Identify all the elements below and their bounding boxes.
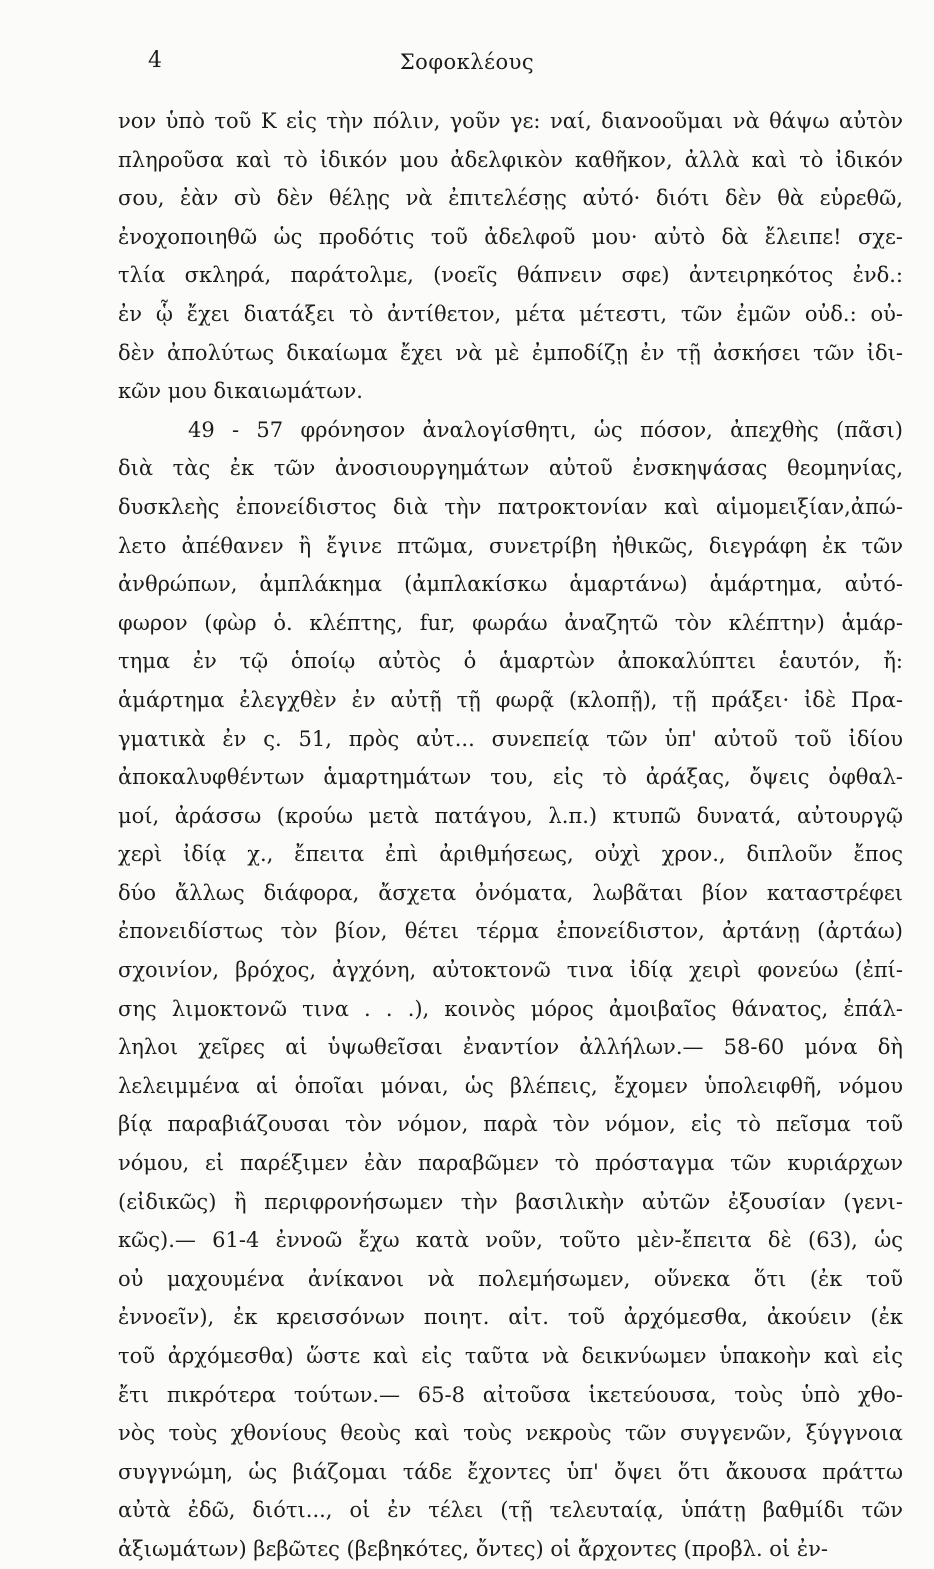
- text-line: ἐν ᾧ ἔχει διατάξει τὸ ἀντίθετον, μέτα μέτεστι, τῶν ἐμῶν οὐδ.: οὐ-: [118, 301, 903, 326]
- text-line: λετο ἀπέθανεν ἢ ἔγινε πτῶμα, συνετρίβη ἠθικῶς, διεγράφη ἐκ τῶν: [118, 533, 903, 558]
- text-line: σχοινίον, βρόχος, ἀγχόνη, αὐτοκτονῶ τινα ἰδίᾳ χειρὶ φονεύω (ἐπί-: [118, 958, 903, 983]
- text-line: συγγνώμη, ὡς βιάζομαι τάδε ἔχοντες ὑπ' ὄψει ὅτι ἄκουσα πράττω: [118, 1459, 903, 1484]
- text-line: ἀνθρώπων, ἀμπλάκημα (ἀμπλακίσκω ἁμαρτάνω) ἁμάρτημα, αὐτό-: [118, 572, 903, 597]
- text-line: σης λιμοκτονῶ τινα . . .), κοινὸς μόρος ἀμοιβαῖος θάνατος, ἐπάλ-: [118, 996, 903, 1021]
- text-line: ἀποκαλυφθέντων ἁμαρτημάτων του, εἰς τὸ ἀράξας, ὄψεις ὀφθαλ-: [118, 765, 903, 790]
- text-line: σου, ἐὰν σὺ δὲν θέλῃς νὰ ἐπιτελέσῃς αὐτό· διότι δὲν θὰ εὑρεθῶ,: [118, 186, 903, 211]
- text-line: νον ὑπὸ τοῦ Κ εἰς τὴν πόλιν, γοῦν γε: ναί, διανοοῦμαι νὰ θάψω αὐτὸν: [118, 109, 903, 133]
- text-line: τημα ἐν τῷ ὁποίῳ αὐτὸς ὁ ἁμαρτὼν ἀποκαλύπτει ἑαυτόν, ἤ:: [118, 649, 903, 674]
- text-line: δὲν ἀπολύτως δικαίωμα ἔχει νὰ μὲ ἐμποδίζῃ ἐν τῇ ἀσκήσει τῶν ἰδι-: [118, 340, 903, 365]
- text-line: χερὶ ἰδίᾳ χ., ἔπειτα ἐπὶ ἀριθμήσεως, οὐχὶ χρον., διπλοῦν ἔπος: [118, 842, 903, 867]
- text-line: βίᾳ παραβιάζουσαι τὸν νόμον, παρὰ τὸν νόμον, εἰς τὸ πεῖσμα τοῦ: [118, 1112, 903, 1137]
- text-line: ἐννοεῖν), ἐκ κρεισσόνων ποιητ. αἰτ. τοῦ ἀρχόμεσθα, ἀκούειν (ἐκ: [118, 1305, 903, 1330]
- text-line: γματικὰ ἐν ς. 51, πρὸς αὐτ... συνεπείᾳ τῶν ὑπ' αὐτοῦ τοῦ ἰδίου: [118, 726, 903, 751]
- text-line: δυσκλεὴς ἐπονείδιστος διὰ τὴν πατροκτονίαν καὶ αἱμομειξίαν,ἀπώ-: [118, 494, 903, 519]
- page-number: 4: [148, 48, 162, 73]
- commentary-text: [118, 102, 903, 1569]
- text-line: διὰ τὰς ἐκ τῶν ἀνοσιουργημάτων αὐτοῦ ἐνσκηψάσας θεομηνίας,: [118, 456, 903, 481]
- text-line: ἐπονειδίστως τὸν βίον, θέτει τέρμα ἐπονείδιστον, ἀρτάνῃ (ἀρτάω): [118, 919, 903, 944]
- text-line: φωρον (φὼρ ὁ. κλέπτης, fur, φωράω ἀναζητῶ τὸν κλέπτην) ἁμάρ-: [118, 610, 903, 635]
- text-line: ἀξιωμάτων) βεβῶτες (βεβηκότες, ὄντες) οἱ ἄρχοντες (προβλ. οἱ ἐν-: [118, 1536, 828, 1561]
- running-title: Σοφοκλέους: [399, 50, 535, 74]
- text-line: δύο ἄλλως διάφορα, ἄσχετα ὀνόματα, λωβᾶται βίον καταστρέφει: [118, 880, 903, 905]
- text-line: 49 - 57 φρόνησον ἀναλογίσθητι, ὡς πόσον, ἀπεχθὴς (πᾶσι): [188, 417, 903, 442]
- text-line: μοί, ἀράσσω (κρούω μετὰ πατάγου, λ.π.) κτυπῶ δυνατά, αὐτουργῷ: [118, 803, 903, 828]
- text-line: (εἰδικῶς) ἢ περιφρονήσωμεν τὴν βασιλικὴν αὐτῶν ἐξουσίαν (γενι-: [118, 1189, 903, 1214]
- text-line: ἔτι πικρότερα τούτων.— 65-8 αἰτοῦσα ἱκετεύουσα, τοὺς ὑπὸ χθο-: [118, 1382, 903, 1407]
- text-line: νόμου, εἰ παρέξιμεν ἐὰν παραβῶμεν τὸ πρόσταγμα τῶν κυριάρχων: [118, 1151, 903, 1176]
- text-line: οὐ μαχουμένα ἀνίκανοι νὰ πολεμήσωμεν, οὕνεκα ὅτι (ἐκ τοῦ: [118, 1266, 903, 1291]
- text-line: αὐτὰ ἐδῶ, διότι..., οἱ ἐν τέλει (τῇ τελευταίᾳ, ὑπάτῃ βαθμίδι τῶν: [118, 1498, 903, 1523]
- text-line: τοῦ ἀρχόμεσθα) ὥστε καὶ εἰς ταῦτα νὰ δεικνύωμεν ὑπακοὴν καὶ εἰς: [118, 1344, 903, 1368]
- text-line: τλία σκληρά, παράτολμε, (νοεῖς θάπνειν σφε) ἀντειρηκότος ἐνδ.:: [118, 263, 903, 288]
- text-line: λελειμμένα αἱ ὁποῖαι μόναι, ὡς βλέπεις, ἔχομεν ὑπολειφθῆ, νόμου: [118, 1073, 903, 1098]
- text-line: ἁμάρτημα ἐλεγχθὲν ἐν αὐτῇ τῇ φωρᾷ (κλοπῇ), τῇ πράξει· ἰδὲ Πρα-: [118, 687, 903, 712]
- text-line: ληλοι χεῖρες αἱ ὑψωθεῖσαι ἐναντίον ἀλλήλων.— 58-60 μόνα δὴ: [118, 1035, 903, 1060]
- text-line: κῶς).— 61-4 ἐννοῶ ἔχω κατὰ νοῦν, τοῦτο μὲν-ἔπειτα δὲ (63), ὡς: [118, 1228, 903, 1253]
- text-line: νὸς τοὺς χθονίους θεοὺς καὶ τοὺς νεκροὺς τῶν συγγενῶν, ξύγγνοια: [118, 1421, 903, 1446]
- text-line: πληροῦσα καὶ τὸ ἰδικόν μου ἀδελφικὸν καθῆκον, ἀλλὰ καὶ τὸ ἰδικόν: [118, 147, 903, 172]
- text-line: κῶν μου δικαιωμάτων.: [118, 379, 363, 404]
- text-line: ἐνοχοποιηθῶ ὡς προδότις τοῦ ἀδελφοῦ μου· αὐτὸ δὰ ἔλειπε! σχε-: [118, 224, 903, 249]
